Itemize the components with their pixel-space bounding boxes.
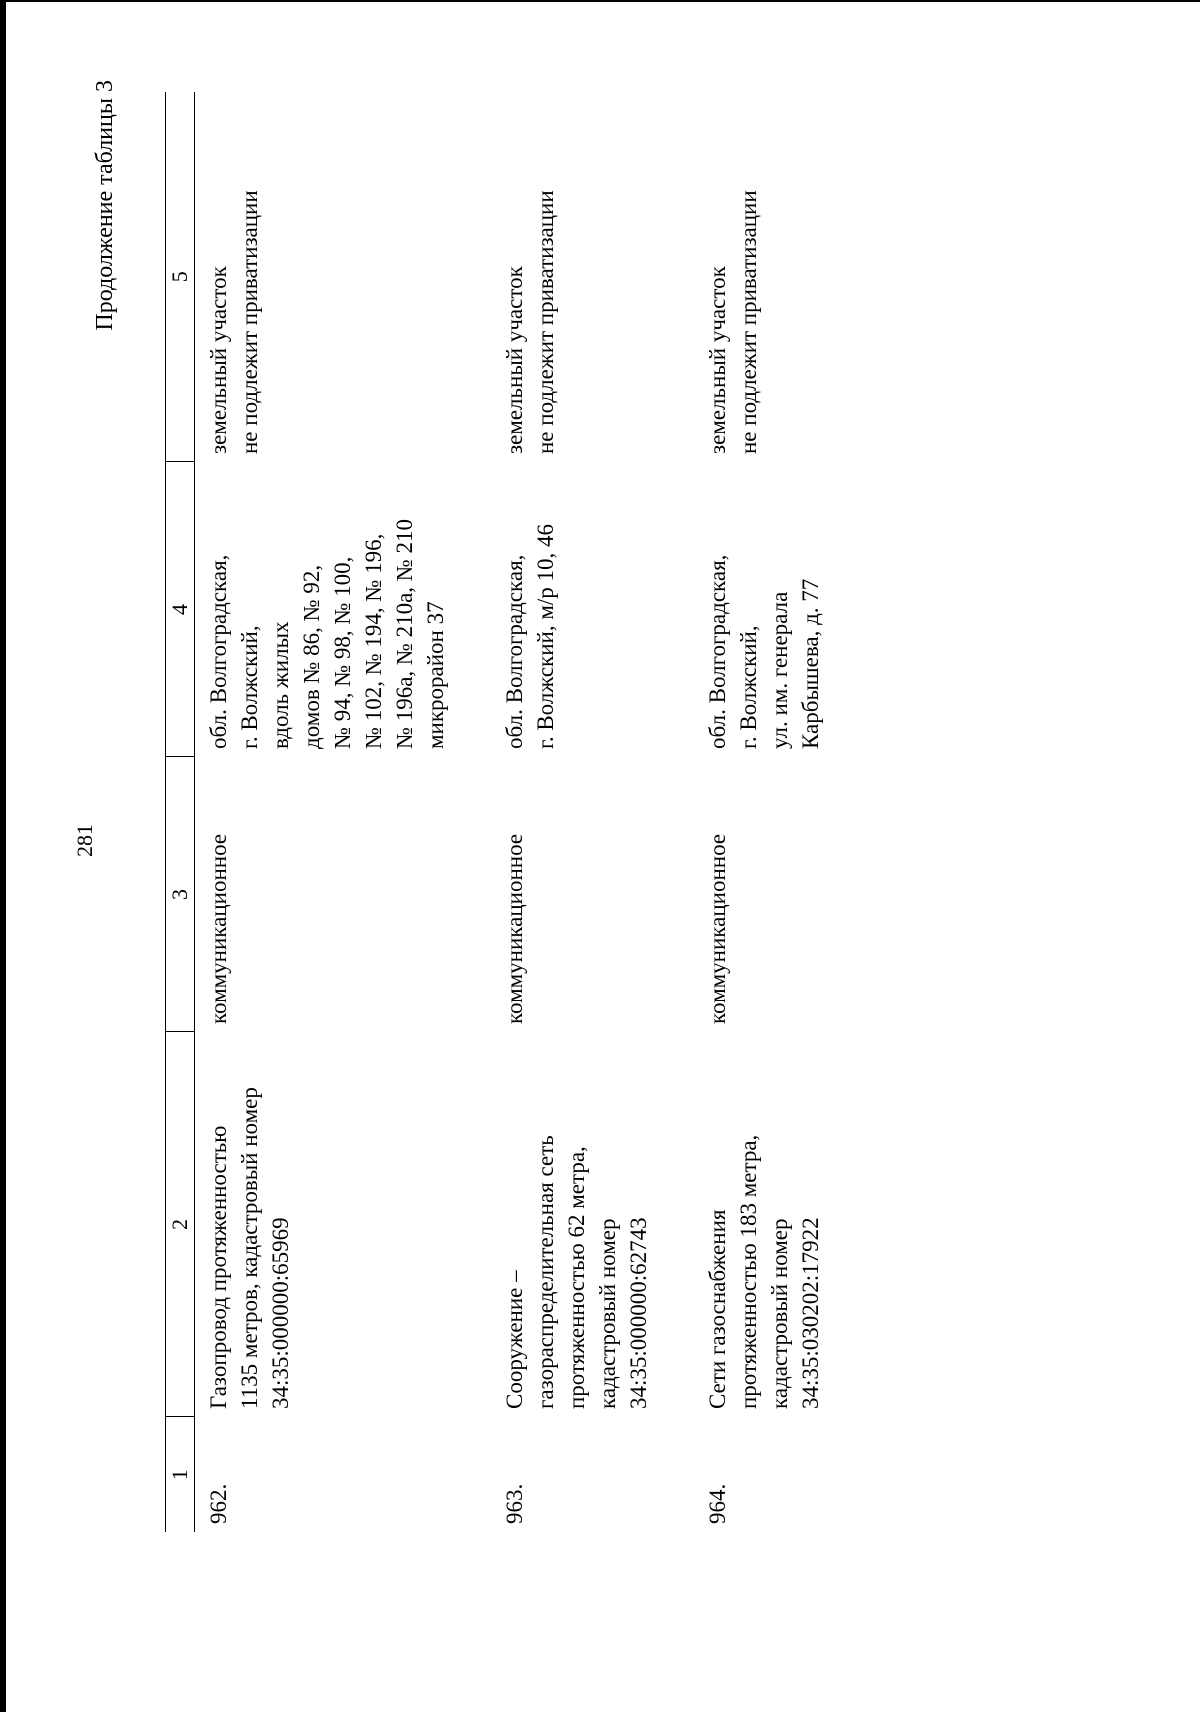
object-name: Сети газоснабжения протяженностью 183 метра, кадастровый номер 34:35:030202:17922 <box>705 1134 823 1409</box>
object-note: земельный участок не подлежит приватизации <box>502 190 558 454</box>
table-row <box>491 92 694 1532</box>
column-header: 5 <box>166 92 195 462</box>
property-table <box>165 92 866 1532</box>
object-note: земельный участок не подлежит приватизации <box>705 190 761 454</box>
row-number: 964. <box>705 1483 730 1524</box>
object-address: обл. Волгоградская, г. Волжский, вдоль жилых домов № 86, № 92, № 94, № 98, № 100, № 102, № 194, № 196, № 196а, № 210а, № 210 микрорайон 37 <box>206 519 448 749</box>
object-address: обл. Волгоградская, г. Волжский, ул. им. генерала Карбышева, д. 77 <box>705 554 823 749</box>
table-row <box>195 92 492 1532</box>
page-number: 281 <box>72 824 97 857</box>
row-number: 963. <box>502 1483 527 1524</box>
object-type: коммуникационное <box>502 833 527 1024</box>
object-type: коммуникационное <box>206 833 231 1024</box>
column-header: 3 <box>166 757 195 1032</box>
table-caption: Продолжение таблицы 3 <box>92 80 118 331</box>
object-name: Сооружение – газораспределительная сеть протяженностью 62 метра, кадастровый номер 34:35:000000:62743 <box>502 1135 651 1409</box>
column-header: 2 <box>166 1032 195 1417</box>
object-name: Газопровод протяженностью 1135 метров, кадастровый номер 34:35:000000:65969 <box>206 1087 293 1409</box>
object-type: коммуникационное <box>705 833 730 1024</box>
column-header: 4 <box>166 462 195 757</box>
row-number: 962. <box>206 1483 231 1524</box>
table-header-row <box>166 92 195 1532</box>
object-note: земельный участок не подлежит приватизации <box>206 190 262 454</box>
table-row <box>694 92 866 1532</box>
object-address: обл. Волгоградская, г. Волжский, м/р 10, 46 <box>502 523 558 749</box>
column-header: 1 <box>166 1417 195 1532</box>
